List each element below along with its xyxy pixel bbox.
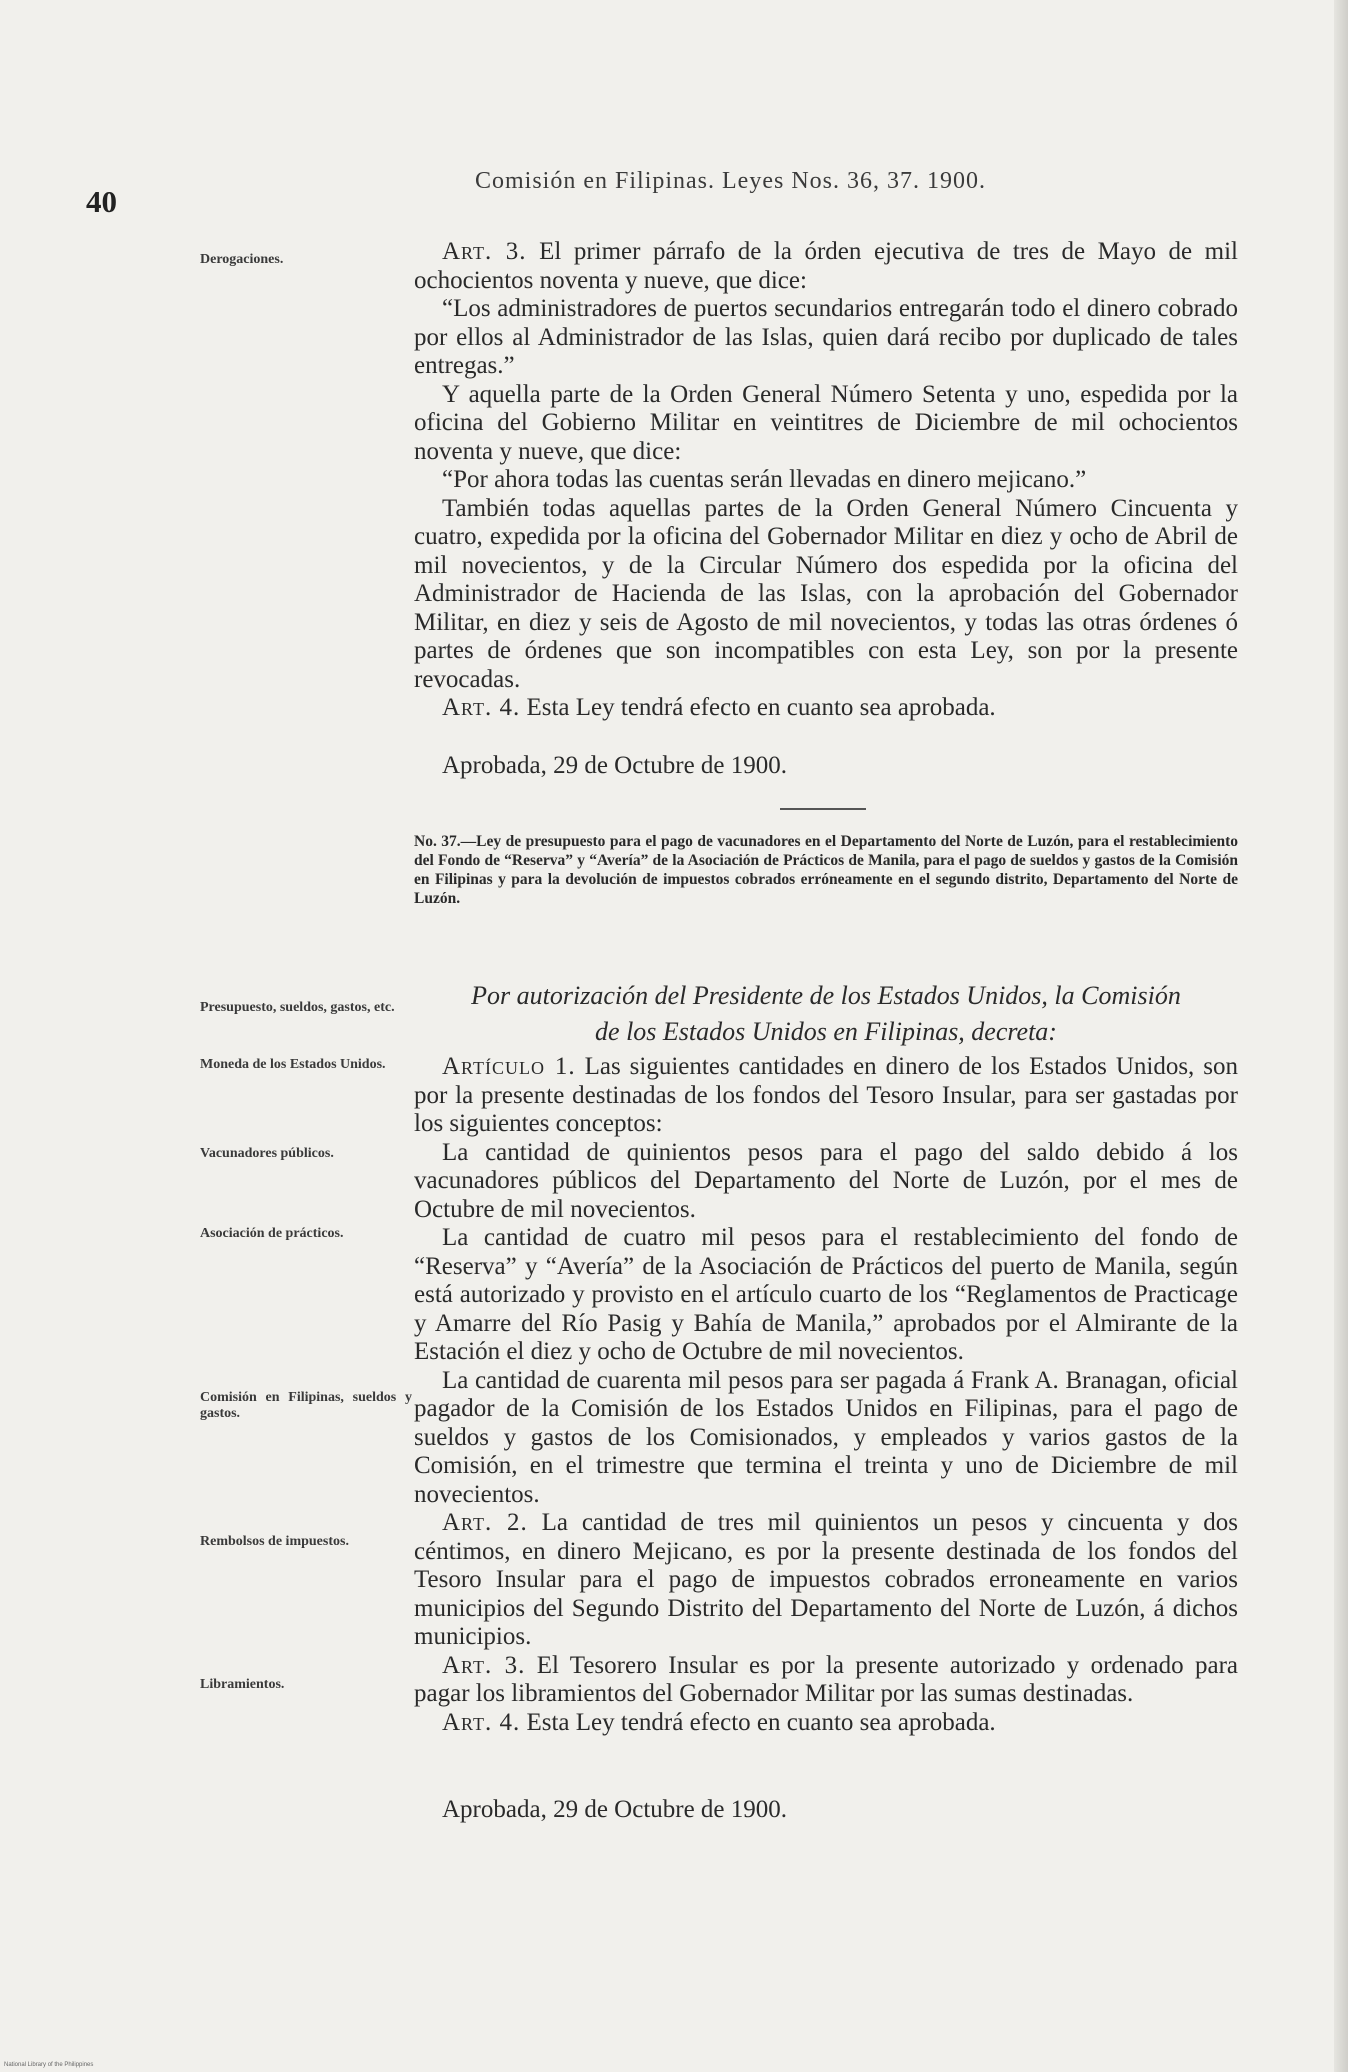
law37-art4 <box>414 1709 1238 1738</box>
law36-art3-text: El primer párrafo de la órden ejecutiva de tres de Mayo de mil ochocientos noventa y nueve, que dice: <box>414 238 1238 294</box>
law36-approved: Aprobada, 29 de Octubre de 1900. <box>442 752 788 779</box>
margin-note-comision: Comisión en Filipinas, sueldos y gastos. <box>200 1390 412 1421</box>
law36-art3-label: Art. 3. <box>442 238 527 265</box>
law37-art1-label: Artículo 1. <box>442 1053 576 1080</box>
law37-item-practicos: La cantidad de cuatro mil pesos para el restablecimiento del fondo de “Reserva” y “Avería” de la Asociación de Prácticos del puerto de Manila, según está autorizado y provisto en el artículo cuarto de los “Reglamentos de Practicage y Amarre del Río Pasig y Bahía de Manila,” aprobados por el Almirante de la Estación el diez y ocho de Octubre de mil novecientos. <box>414 1224 1238 1365</box>
law37-art3 <box>414 1652 1238 1709</box>
law36-para2: Y aquella parte de la Orden General Número Setenta y uno, espedida por la oficina del Gobierno Militar en veintitres de Diciembre de mil ochocientos noventa y nueve, que dice: <box>414 380 1238 465</box>
law37-item-comision: La cantidad de cuarenta mil pesos para ser pagada á Frank A. Branagan, oficial pagador de la Comisión de los Estados Unidos en Filipinas, para el pago de sueldos y gastos de los Comisionados, y empleados y varios gastos de la Comisión, en el trimestre que termina el treinta y uno de Diciembre de mil novecientos. <box>414 1366 1238 1508</box>
law37-art2-text: La cantidad de tres mil quinientos un pesos y cincuenta y dos céntimos, en dinero Mejicano, es por la presente destinada de los fondos del Tesoro Insular para el pago de impuestos cobrados erroneamente en varios municipios del Segundo Distrito del Departamento del Norte de Luzón, á dichos municipios. <box>414 1509 1238 1650</box>
margin-note-rembolsos: Rembolsos de impuestos. <box>200 1534 349 1549</box>
law36-para3: También todas aquellas partes de la Orden General Número Cincuenta y cuatro, expedida por la oficina del Gobernador Militar en diez y ocho de Abril de mil novecientos, y de la Circular Número dos espedida por la oficina del Administrador de Hacienda de las Islas, con la aprobación del Gobernador Militar, en diez y seis de Agosto de mil novecientos, y todas las otras órdenes ó partes de órdenes que son incompatibles con esta Ley, son por la presente revocadas. <box>414 494 1238 693</box>
law36-art4-label: Art. 4. <box>442 694 521 721</box>
law37-art3-label: Art. 3. <box>442 1651 526 1679</box>
law36-art3 <box>414 238 1238 295</box>
law37-art4-label: Art. 4. <box>442 1708 521 1736</box>
law36-quote1: “Los administradores de puertos secundarios entregarán todo el dinero cobrado por ellos al Administrador de las Islas, quien dará recibo por duplicado de tales entregas.” <box>414 295 1238 379</box>
enacting-line-2: de los Estados Unidos en Filipinas, decreta: <box>595 1017 1057 1046</box>
law37-title: No. 37.—Ley de presupuesto para el pago de vacunadores en el Departamento del Norte de Luzón, para el restablecimiento del Fondo de “Reserva” y “Avería” de la Asociación de Prácticos de Manila, para el pago de sueldos y gastos de la Comisión en Filipinas y para la devolución de impuestos cobrados erróneamente en el segundo distrito, Departamento del Norte de Luzón. <box>414 833 1238 907</box>
law37-art2 <box>414 1509 1238 1652</box>
law37-art4-text: Esta Ley tendrá efecto en cuanto sea aprobada. <box>526 1708 996 1736</box>
page-edge <box>1334 0 1348 2072</box>
law37-art1 <box>414 1053 1238 1139</box>
law36-art4-text: Esta Ley tendrá efecto en cuanto sea aprobada. <box>526 694 996 721</box>
margin-note-moneda: Moneda de los Estados Unidos. <box>200 1057 386 1072</box>
margin-note-vacunadores: Vacunadores públicos. <box>200 1146 334 1161</box>
margin-note-libramientos: Libramientos. <box>200 1677 285 1692</box>
law37-art1-text: Las siguientes cantidades en dinero de los Estados Unidos, son por la presente destinadas de los fondos del Tesoro Insular, para ser gastadas por los siguientes conceptos: <box>414 1053 1238 1137</box>
law36-body <box>414 238 1238 723</box>
margin-note-presupuesto: Presupuesto, sueldos, gastos, etc. <box>200 1000 395 1015</box>
law37-body <box>414 1053 1238 1737</box>
section-divider <box>780 808 866 810</box>
law36-art4 <box>414 694 1238 723</box>
law37-item-vacunadores: La cantidad de quinientos pesos para el pago del saldo debido á los vacunadores públicos del Departamento del Norte de Luzón, por el mes de Octubre de mil novecientos. <box>414 1138 1238 1223</box>
margin-note-asociacion: Asociación de prácticos. <box>200 1226 344 1241</box>
footer-credit: National Library of the Philippines <box>4 2062 94 2068</box>
page-number: 40 <box>86 184 117 219</box>
margin-note-derogaciones: Derogaciones. <box>200 252 284 267</box>
law37-art2-label: Art. 2. <box>442 1509 528 1536</box>
law36-quote2: “Por ahora todas las cuentas serán llevadas en dinero mejicano.” <box>442 466 1087 493</box>
running-title: Comisión en Filipinas. Leyes Nos. 36, 37. 1900. <box>475 168 986 194</box>
enacting-line-1: Por autorización del Presidente de los Estados Unidos, la Comisión <box>471 981 1181 1010</box>
law37-approved: Aprobada, 29 de Octubre de 1900. <box>442 1796 788 1823</box>
law37-art3-text: El Tesorero Insular es por la presente autorizado y ordenado para pagar los libramientos del Gobernador Militar por las sumas destinadas. <box>414 1651 1238 1707</box>
law37-enacting-clause <box>414 978 1238 1050</box>
